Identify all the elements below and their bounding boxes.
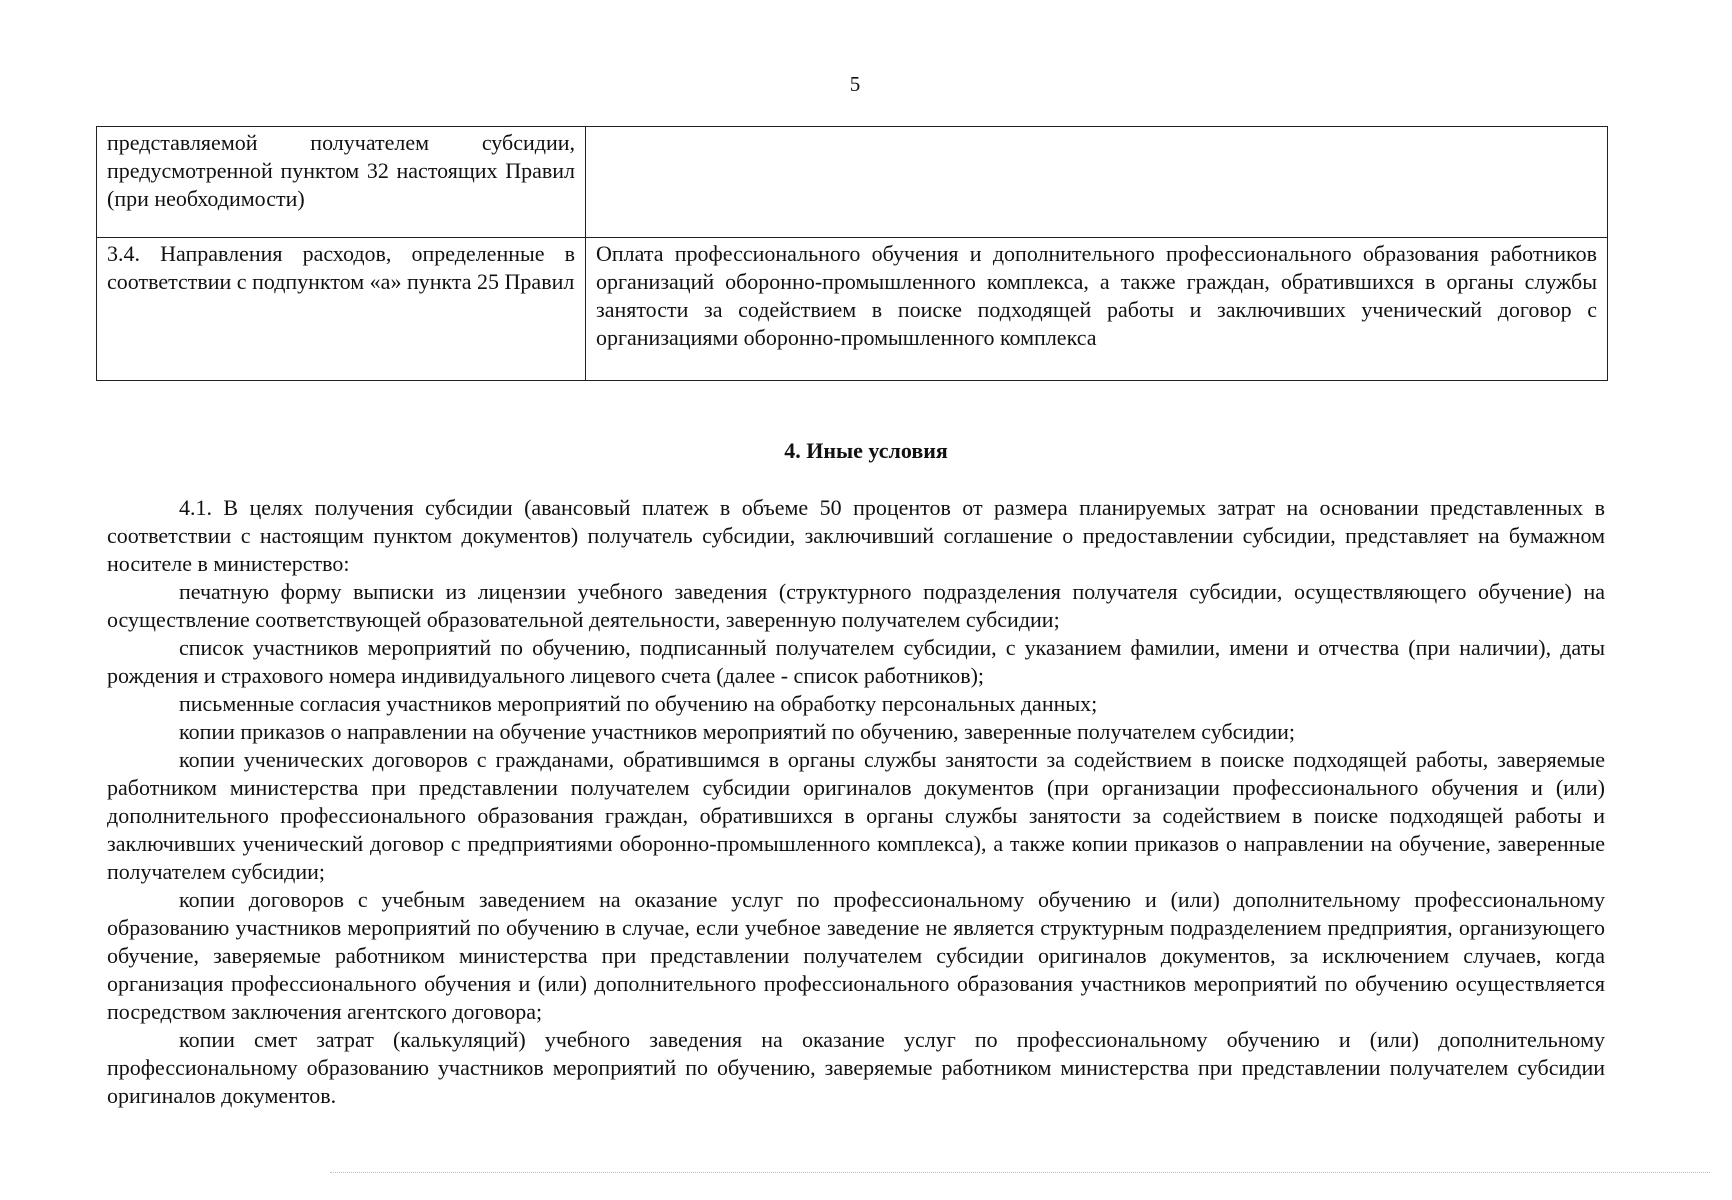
paragraph: печатную форму выписки из лицензии учебного заведения (структурного подразделения получателя субсидии, осуществляющего обучение) на осуществление соответствующей образовательной деятельности, заверенную получателем субсидии; xyxy=(107,579,1605,632)
paragraph: копии приказов о направлении на обучение участников мероприятий по обучению, заверенные получателем субсидии; xyxy=(179,719,1296,744)
page-number: 5 xyxy=(849,72,861,96)
paragraph: 4.1. В целях получения субсидии (авансовый платеж в объеме 50 процентов от размера планируемых затрат на основании представленных в соответствии с настоящим пунктом документов) получатель субсидии, заключивший соглашение о предоставлении субсидии, представляет на бумажном носителе в министерство: xyxy=(107,495,1605,576)
section-title: 4. Иные условия xyxy=(784,438,948,463)
paragraph: список участников мероприятий по обучению, подписанный получателем субсидии, с указанием фамилии, имени и отчества (при наличии), даты рождения и страхового номера индивидуального лицевого счета (далее - список работников); xyxy=(107,635,1605,688)
paragraph: письменные согласия участников мероприятий по обучению на обработку персональных данных; xyxy=(179,691,1098,716)
paragraph: копии смет затрат (калькуляций) учебного заведения на оказание услуг по профессиональному обучению и (или) дополнительному профессиональному образованию участников мероприятий по обучению, заверяемые работником министерства при представлении получателем субсидии оригиналов документов. xyxy=(107,1027,1605,1108)
table-cell-right: Оплата профессионального обучения и дополнительного профессионального образования работников организаций оборонно-промышленного комплекса, а также граждан, обратившихся в органы службы занятости за содействием в поиске подходящей работы и заключивших ученический договор с организациями оборонно-промышленного комплекса xyxy=(586,238,1608,381)
table-row xyxy=(97,238,1608,381)
section-body xyxy=(107,494,1605,1110)
table-row xyxy=(97,127,1608,238)
table-cell-left: 3.4. Направления расходов, определенные в соответствии с подпунктом «а» пункта 25 Правил xyxy=(97,238,586,381)
expense-table xyxy=(96,126,1608,381)
paragraph: копии ученических договоров с гражданами, обратившимся в органы службы занятости за содействием в поиске подходящей работы, заверяемые работником министерства при представлении получателем субсидии оригиналов документов (при организации профессионального обучения и (или) дополнительного профессионального образования граждан, обратившихся в органы службы занятости за содействием в поиске подходящей работы и заключивших ученический договор с предприятиями оборонно-промышленного комплекса), а также копии приказов о направлении на обучение, заверенные получателем субсидии; xyxy=(107,747,1605,884)
table-cell-left: представляемой получателем субсидии, предусмотренной пунктом 32 настоящих Правил (при необходимости) xyxy=(97,127,586,238)
table-cell-right xyxy=(586,127,1608,238)
paragraph: копии договоров с учебным заведением на оказание услуг по профессиональному обучению и (или) дополнительному профессиональному образованию участников мероприятий по обучению в случае, если учебное заведение не является структурным подразделением предприятия, организующего обучение, заверяемые работником министерства при представлении получателем субсидии оригиналов документов, за исключением случаев, когда организация профессионального обучения и (или) дополнительного профессионального образования участников мероприятий по обучению осуществляется посредством заключения агентского договора; xyxy=(107,887,1605,1024)
scan-artifact-line xyxy=(330,1172,1710,1174)
